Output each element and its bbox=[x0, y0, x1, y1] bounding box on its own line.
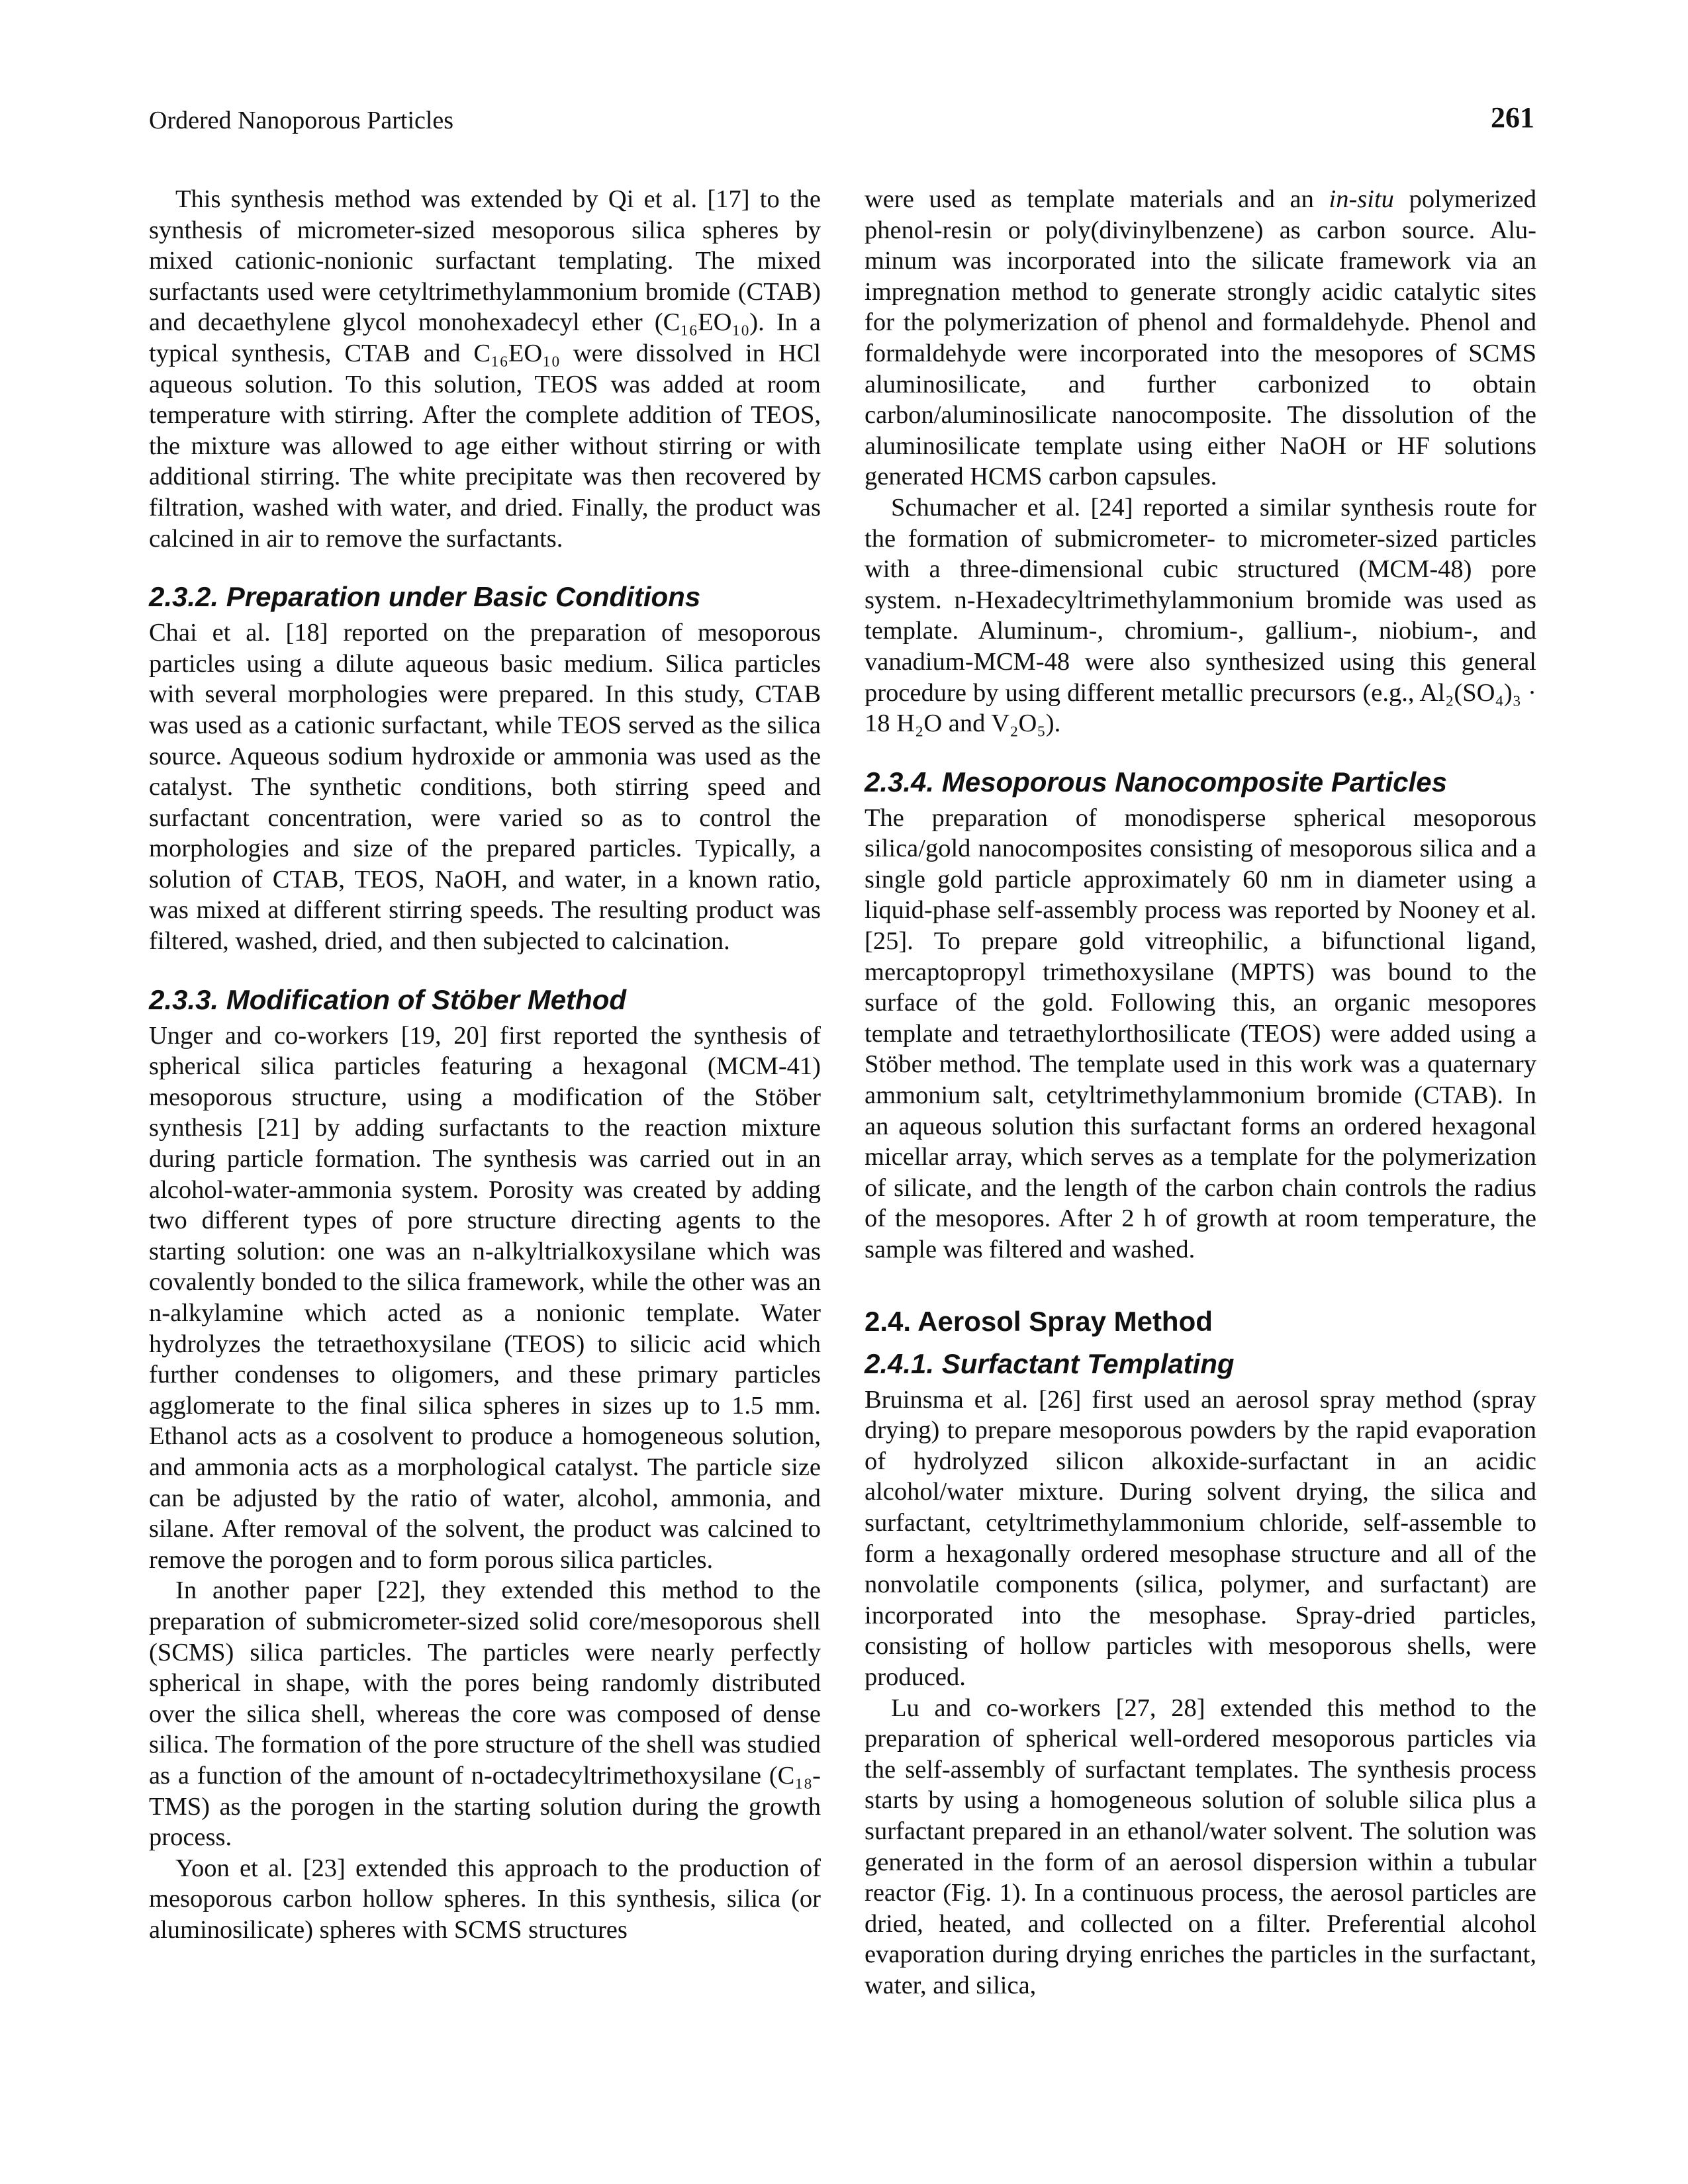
text-run: polymerized phenol-resin or poly(divinylbenzene) as carbon source. Aluminum was incorporated into the silicate framework via an impregnation method to generate strongly acidic catalytic sites for the polymerization of phenol and formaldehyde. Phenol and formaldehyde were incorporated into the mesopores of SCMS aluminosilicate, and further carbonized to obtain carbon/aluminosilicate nanocomposite. The dissolution of the aluminosilicate template using either NaOH or HF solutions generated HCMS carbon capsules. bbox=[865, 185, 1536, 491]
paragraph: Yoon et al. [23] extended this approach to the production of mesoporous carbon hollow spheres. In this synthesis, silica (or aluminosilicate) spheres with SCMS structures bbox=[149, 1854, 821, 1944]
section-heading-2-3-2: 2.3.2. Preparation under Basic Conditions bbox=[149, 581, 701, 613]
paragraph: Unger and co-workers [19, 20] first reported the synthesis of spherical silica particles featuring a hexagonal (MCM-41) mesoporous structure, using a modification of the Stöber synthesis [21] by adding surfactants to the reaction mixture during particle formation. The synthesis was carried out in an alcohol-water-ammonia system. Porosity was created by adding two different types of pore structure directing agents to the starting solution: one was an n-alkyltrialkoxysilane which was covalently bonded to the silica framework, while the other was an n-alkylamine which acted as a nonionic template. Water hydrolyzes the tetraethoxysilane (TEOS) to silicic acid which further condenses to oligomers, and these primary particles agglomerate to the final silica spheres in sizes up to 1.5 mm. Ethanol acts as a cosolvent to produce a homogeneous solution, and ammonia acts as a morphological catalyst. The particle size can be adjusted by the ratio of water, alcohol, ammonia, and silane. After removal of the solvent, the product was calcined to remove the porogen and to form porous silica particles. bbox=[149, 1021, 821, 1574]
paragraph: The preparation of monodisperse spherical mesoporous silica/gold nanocomposites consisting of mesoporous silica and a single gold particle approximately 60 nm in diameter using a liquid-phase self-assembly process was reported by Nooney et al. [25]. To prepare gold vitreophilic, a bifunctional ligand, mercaptopropyl trimethoxysilane (MPTS) was bound to the surface of the gold. Following this, an organic mesopores template and tetraethylorthosilicate (TEOS) were added using a Stöber method. The template used in this work was a quaternary ammonium salt, cetyltrimethylammonium bromide (CTAB). In an aqueous solution this surfactant forms an ordered hexagonal micellar array, which serves as a template for the polymerization of silicate, and the length of the carbon chain controls the radius of the mesopores. After 2 h of growth at room temperature, the sample was filtered and washed. bbox=[865, 803, 1536, 1263]
paragraph: Lu and co-workers [27, 28] extended this method to the preparation of spherical well-ordered mesoporous particles via the self-assembly of surfactant templates. The synthesis process starts by using a homogeneous solution of soluble silica plus a surfactant prepared in an ethanol/water solvent. The solution was generated in the form of an aerosol dispersion within a tubular reactor (Fig. 1). In a continuous process, the aerosol particles are dried, heated, and collected on a filter. Preferential alcohol evaporation during drying enriches the particles in the surfactant, water, and silica, bbox=[865, 1694, 1536, 1999]
running-head-title: Ordered Nanoporous Particles bbox=[149, 107, 454, 134]
right-column bbox=[865, 184, 1536, 2001]
text-run: were used as template materials and an bbox=[865, 185, 1329, 213]
section-heading-2-3-4: 2.3.4. Mesoporous Nanocomposite Particles bbox=[865, 766, 1447, 797]
page-number: 261 bbox=[1491, 101, 1534, 134]
left-column bbox=[149, 184, 821, 1945]
paragraph: Bruinsma et al. [26] first used an aerosol spray method (spray drying) to prepare mesoporous powders by the rapid evaporation of hydrolyzed silicon alkoxide-surfactant in an acidic alcohol/water mixture. During solvent drying, the silica and surfactant, cetyltrimethylammonium chloride, self-assemble to form a hexagonally ordered mesophase structure and all of the nonvolatile components (silica, polymer, and surfactant) are incorporated into the mesophase. Spray-dried particles, consisting of hollow particles with mesoporous shells, were produced. bbox=[865, 1385, 1536, 1691]
italic-term: in-situ bbox=[1329, 185, 1394, 213]
paragraph: Schumacher et al. [24] reported a similar synthesis route for the formation of submicrometer- to micrometer-sized particles with a three-dimensional cubic structured (MCM-48) pore system. n-Hexadecyltrimethylammonium bromide was used as template. Aluminum-, chromium-, gallium-, niobium-, and vanadium-MCM-48 were also synthesized using this general procedure by using different metallic precursors (e.g., Al₂(SO₄)₃ · 18 H₂O and V₂O₅). bbox=[865, 493, 1536, 738]
paragraph: In another paper [22], they extended this method to the preparation of submicrometer-sized solid core/mesoporous shell (SCMS) silica particles. The particles were nearly perfectly spherical in shape, with the pores being randomly distributed over the silica shell, whereas the core was composed of dense silica. The formation of the pore structure of the shell was studied as a function of the amount of n-octadecyltrimethoxysilane (C₁₈-TMS) as the porogen in the starting solution during the growth process. bbox=[149, 1576, 821, 1852]
paragraph bbox=[865, 184, 1536, 492]
section-heading-2-3-3: 2.3.3. Modification of Stöber Method bbox=[149, 983, 627, 1015]
section-heading-2-4: 2.4. Aerosol Spray Method bbox=[865, 1305, 1213, 1337]
section-heading-2-4-1: 2.4.1. Surfactant Templating bbox=[865, 1347, 1235, 1379]
paragraph: Chai et al. [18] reported on the preparation of mesoporous particles using a dilute aqueous basic medium. Silica particles with several morphologies were prepared. In this study, CTAB was used as a cationic surfactant, while TEOS served as the silica source. Aqueous sodium hydroxide or ammonia was used as the catalyst. The synthetic conditions, both stirring speed and surfactant concentration, were varied so as to control the morphologies and size of the prepared particles. Typically, a solution of CTAB, TEOS, NaOH, and water, in a known ratio, was mixed at different stirring speeds. The resulting product was filtered, washed, dried, and then subjected to calcination. bbox=[149, 619, 821, 956]
paragraph: This synthesis method was extended by Qi et al. [17] to the synthesis of micrometer-sized mesoporous silica spheres by mixed cationic-nonionic surfactant templating. The mixed surfactants used were cetyltrimethylammonium bromide (CTAB) and decaethylene glycol monohexadecyl ether (C₁₆EO₁₀). In a typical synthesis, CTAB and C₁₆EO₁₀ were dissolved in HCl aqueous solution. To this solution, TEOS was added at room temperature with stirring. After the complete addition of TEOS, the mixture was allowed to age either without stirring or with additional stirring. The white precipitate was then recovered by filtration, washed with water, and dried. Finally, the product was calcined in air to remove the surfactants. bbox=[149, 185, 821, 553]
